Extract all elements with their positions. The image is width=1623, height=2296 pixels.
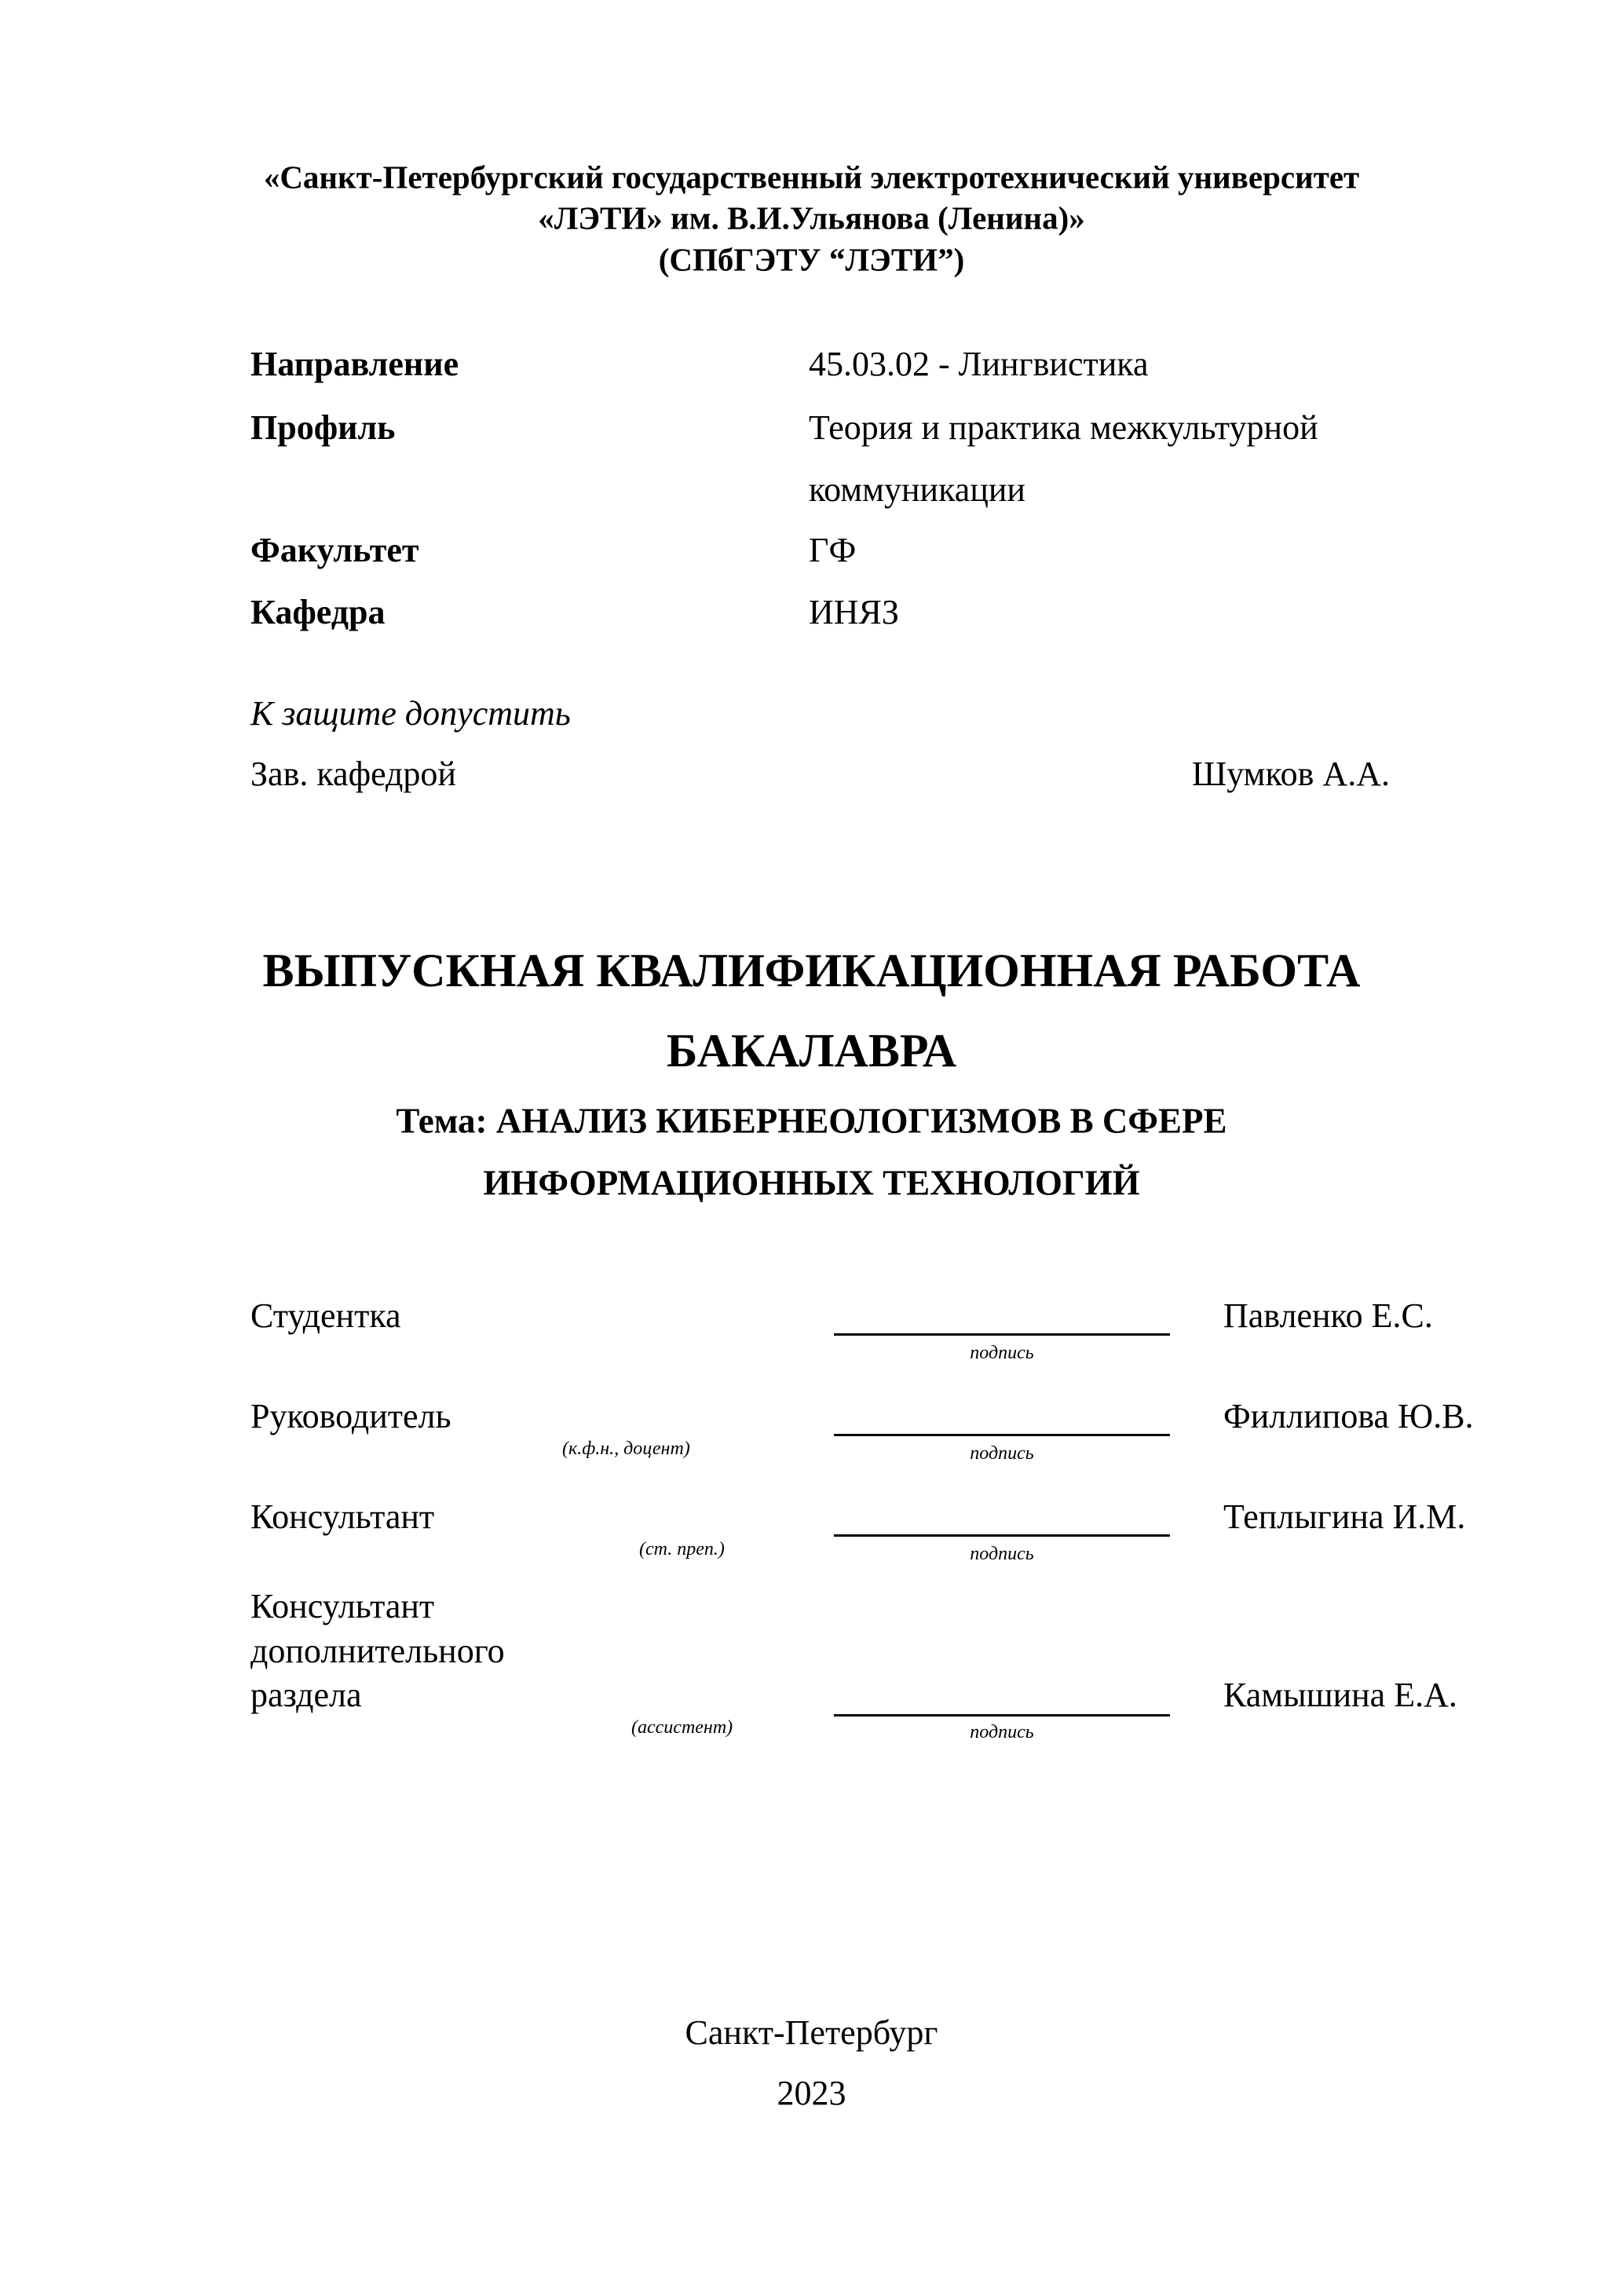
sig-role-supervisor: Руководитель (250, 1397, 451, 1435)
field-value-profile: Теория и практика межкультурной (809, 408, 1318, 447)
signature-line (834, 1333, 1170, 1336)
title-line-1: ВЫПУСКНАЯ КВАЛИФИКАЦИОННАЯ РАБОТА (262, 945, 1361, 996)
field-value-profile-cont: коммуникации (809, 470, 1025, 509)
sig-degree-consultant: (ст. преп.) (639, 1539, 725, 1559)
topic-line-1: Тема: АНАЛИЗ КИБЕРНЕОЛОГИЗМОВ В СФЕРЕ (396, 1101, 1227, 1141)
signature-line (834, 1534, 1170, 1537)
sig-name-supervisor: Филлипова Ю.В. (1223, 1397, 1474, 1435)
sig-role-student: Студентка (250, 1296, 401, 1335)
sig-degree-extra-consultant: (ассистент) (631, 1717, 733, 1738)
field-value-department: ИНЯЗ (809, 593, 899, 631)
sig-name-consultant: Теплыгина И.М. (1223, 1497, 1466, 1536)
header-line-3: (СПбГЭТУ “ЛЭТИ”) (658, 241, 965, 278)
signature-label: подпись (970, 1722, 1034, 1742)
approval-note: К защите допустить (250, 694, 571, 733)
footer-city: Санкт-Петербург (685, 2013, 938, 2052)
field-label-profile: Профиль (250, 408, 396, 447)
header-line-2: «ЛЭТИ» им. В.И.Ульянова (Ленина)» (538, 199, 1085, 236)
approval-role: Зав. кафедрой (250, 755, 456, 793)
field-label-department: Кафедра (250, 593, 386, 631)
title-line-2: БАКАЛАВРА (666, 1025, 957, 1077)
topic-line-2: ИНФОРМАЦИОННЫХ ТЕХНОЛОГИЙ (483, 1163, 1140, 1203)
sig-name-student: Павленко Е.С. (1223, 1296, 1433, 1335)
signature-label: подпись (970, 1343, 1034, 1363)
sig-degree-supervisor: (к.ф.н., доцент) (562, 1439, 690, 1459)
field-value-faculty: ГФ (809, 531, 857, 569)
signature-label: подпись (970, 1443, 1034, 1464)
sig-role-consultant: Консультант (250, 1497, 435, 1536)
signature-label: подпись (970, 1544, 1034, 1564)
field-value-direction: 45.03.02 - Лингвистика (809, 345, 1149, 383)
sig-name-extra-consultant: Камышина Е.А. (1223, 1676, 1457, 1714)
sig-role-extra-consultant-2: дополнительного (250, 1632, 505, 1670)
signature-line (834, 1714, 1170, 1717)
field-label-direction: Направление (250, 345, 459, 383)
header-line-1: «Санкт-Петербургский государственный электротехнический университет (263, 159, 1360, 196)
sig-role-extra-consultant-3: раздела (250, 1676, 362, 1714)
signature-line (834, 1434, 1170, 1436)
field-label-faculty: Факультет (250, 531, 419, 569)
footer-year: 2023 (777, 2074, 846, 2112)
sig-role-extra-consultant-1: Консультант (250, 1587, 435, 1625)
approval-name: Шумков А.А. (1191, 755, 1390, 793)
